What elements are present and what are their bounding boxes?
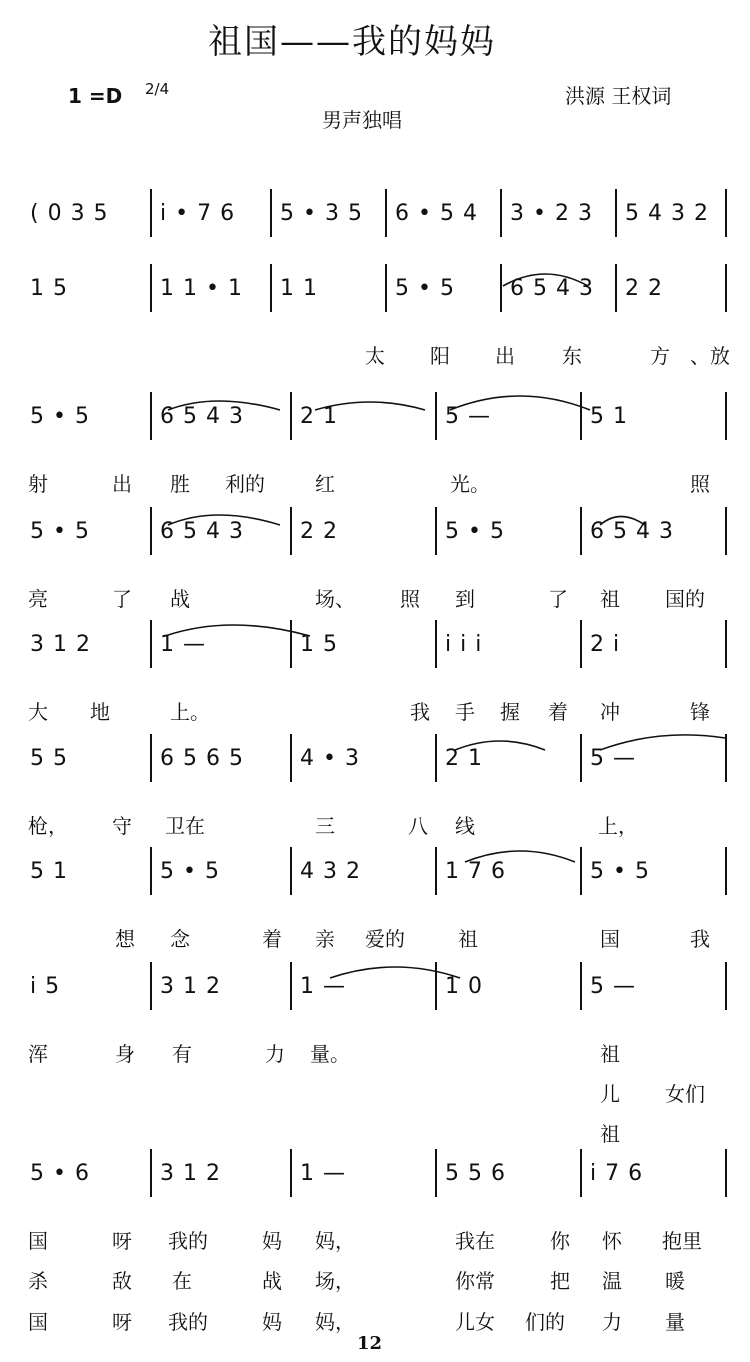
lyric-syllable: 身 [115,1042,135,1066]
lyric-syllable: 光。 [450,472,490,496]
verse-syllable: 战 [262,1269,282,1293]
verse-syllable: 场， [315,1269,355,1293]
time-signature: 2/4 [145,80,170,98]
lyric-syllable: 我 [410,700,430,724]
measure-notes: 1 5 [30,276,68,301]
measure-notes: 5 • 6 [30,1161,90,1186]
lyricist-credit: 洪源 王权词 [565,84,672,108]
song-title: 祖国——我的妈妈 [208,22,496,62]
lyric-syllable: 力 [265,1042,285,1066]
lyric-syllable: 上， [598,814,638,838]
measure-notes: 5 — [590,974,636,999]
measure-notes: 2 1 [300,404,338,429]
lyric-syllable: 红 [315,472,335,496]
lyric-syllable: 胜 [170,472,190,496]
measure-notes: 6 5 4 3 [510,276,594,301]
measure-notes: 3 • 2 3 [510,201,593,226]
lyric-syllable: 三 [315,814,335,838]
measure-notes: 1 — [160,632,206,657]
measure-notes: 5 • 5 [395,276,455,301]
measure-notes: 5 5 [30,746,68,771]
lyric-syllable: 念 [170,927,190,951]
measure-notes: 5 • 5 [445,519,505,544]
lyric-syllable: 亮 [28,587,48,611]
key-signature: 1 =D [68,84,123,108]
measure-notes: 5 • 5 [30,404,90,429]
verse-syllable: 力 [602,1310,622,1334]
lyric-syllable: 着 [262,927,282,951]
lyric-syllable: 握 [500,700,520,724]
performance-note: 男声独唱 [322,108,402,132]
lyric-syllable: 祖 [600,1122,620,1146]
lyric-syllable: 线 [455,814,475,838]
lyric-syllable: 有 [172,1042,192,1066]
lyric-syllable: 亲 [315,927,335,951]
lyric-syllable: 妈， [315,1229,355,1253]
verse-syllable: 温 [602,1269,622,1293]
verse-syllable: 敌 [112,1269,132,1293]
measure-notes: 6 5 4 3 [590,519,674,544]
measure-notes: 1 1 [280,276,318,301]
verse-syllable: 们的 [525,1310,565,1334]
lyric-syllable: 量。 [310,1042,350,1066]
measure-notes: 6 5 4 3 [160,519,244,544]
lyric-syllable: 冲 [600,700,620,724]
lyric-syllable: 浑 [28,1042,48,1066]
measure-notes: 2 2 [625,276,663,301]
lyric-syllable: 太 [365,344,385,368]
measure-notes: i i i [445,632,483,657]
verse-syllable: 呀 [112,1310,132,1334]
measure-notes: 5 5 6 [445,1161,506,1186]
lyric-syllable: 场、 [315,587,355,611]
measure-notes: 6 5 6 5 [160,746,244,771]
measure-notes: ( 0 3 5 [30,201,109,226]
lyric-syllable: 想 [115,927,135,951]
lyric-syllable: 东 [562,344,582,368]
lyric-syllable: 、放 [690,344,730,368]
lyric-syllable: 了 [548,587,568,611]
measure-notes: 6 • 5 4 [395,201,478,226]
lyric-syllable: 国 [28,1229,48,1253]
measure-notes: 5 • 3 5 [280,201,363,226]
lyric-syllable: 了 [112,587,132,611]
measure-notes: 2 i [590,632,621,657]
lyric-syllable: 守 [112,814,132,838]
lyric-syllable: 儿 [600,1082,620,1106]
lyric-syllable: 我 [690,927,710,951]
lyric-syllable: 地 [90,700,110,724]
lyric-syllable: 射 [28,472,48,496]
lyric-syllable: 出 [112,472,132,496]
lyric-syllable: 锋 [690,700,710,724]
lyric-syllable: 怀 [602,1229,622,1253]
lyric-syllable: 照 [690,472,710,496]
measure-notes: 5 • 5 [590,859,650,884]
lyric-syllable: 八 [408,814,428,838]
lyric-syllable: 利的 [225,472,265,496]
measure-notes: 5 1 [590,404,628,429]
verse-syllable: 妈， [315,1310,355,1334]
lyric-syllable: 呀 [112,1229,132,1253]
measure-notes: i • 7 6 [160,201,236,226]
lyric-syllable: 国 [600,927,620,951]
measure-notes: 5 4 3 2 [625,201,709,226]
lyric-syllable: 国的 [665,587,705,611]
measure-notes: 5 1 [30,859,68,884]
measure-notes: 4 • 3 [300,746,360,771]
lyric-syllable: 你 [550,1229,570,1253]
measure-notes: 2 2 [300,519,338,544]
lyric-syllable: 方 [650,344,670,368]
measure-notes: 4 3 2 [300,859,361,884]
measure-notes: 1 7 6 [445,859,506,884]
lyric-syllable: 阳 [430,344,450,368]
lyric-syllable: 到 [455,587,475,611]
measure-notes: i 5 [30,974,61,999]
verse-syllable: 我的 [168,1310,208,1334]
verse-syllable: 在 [172,1269,192,1293]
measure-notes: 1 5 [300,632,338,657]
verse-syllable: 量 [665,1310,685,1334]
measure-notes: 1 1 • 1 [160,276,243,301]
page-number: 12 [357,1333,383,1354]
lyric-syllable: 祖 [458,927,478,951]
lyric-syllable: 手 [455,700,475,724]
measure-notes: 3 1 2 [160,1161,221,1186]
verse-syllable: 杀 [28,1269,48,1293]
lyric-syllable: 祖 [600,1042,620,1066]
measure-notes: 1 — [300,974,346,999]
verse-syllable: 国 [28,1310,48,1334]
measure-notes: 5 • 5 [30,519,90,544]
lyric-syllable: 出 [495,344,515,368]
measure-notes: 1 — [300,1161,346,1186]
lyric-syllable: 战 [170,587,190,611]
measure-notes: 1 0 [445,974,483,999]
lyric-syllable: 抱里 [662,1229,702,1253]
measure-notes: 2 1 [445,746,483,771]
lyric-syllable: 上。 [170,700,210,724]
lyric-syllable: 妈 [262,1229,282,1253]
lyric-syllable: 枪， [28,814,68,838]
lyric-syllable: 大 [28,700,48,724]
verse-syllable: 把 [550,1269,570,1293]
verse-syllable: 暖 [665,1269,685,1293]
lyric-syllable: 祖 [600,587,620,611]
measure-notes: 6 5 4 3 [160,404,244,429]
lyric-syllable: 我的 [168,1229,208,1253]
measure-notes: 5 — [590,746,636,771]
lyric-syllable: 爱的 [365,927,405,951]
lyric-syllable: 女们 [665,1082,705,1106]
measure-notes: 5 — [445,404,491,429]
lyric-syllable: 着 [548,700,568,724]
measure-notes: i 7 6 [590,1161,644,1186]
measure-notes: 3 1 2 [160,974,221,999]
lyric-syllable: 卫在 [165,814,205,838]
lyric-syllable: 我在 [455,1229,495,1253]
measure-notes: 3 1 2 [30,632,91,657]
lyric-syllable: 照 [400,587,420,611]
verse-syllable: 妈 [262,1310,282,1334]
measure-notes: 5 • 5 [160,859,220,884]
verse-syllable: 你常 [455,1269,495,1293]
verse-syllable: 儿女 [455,1310,495,1334]
